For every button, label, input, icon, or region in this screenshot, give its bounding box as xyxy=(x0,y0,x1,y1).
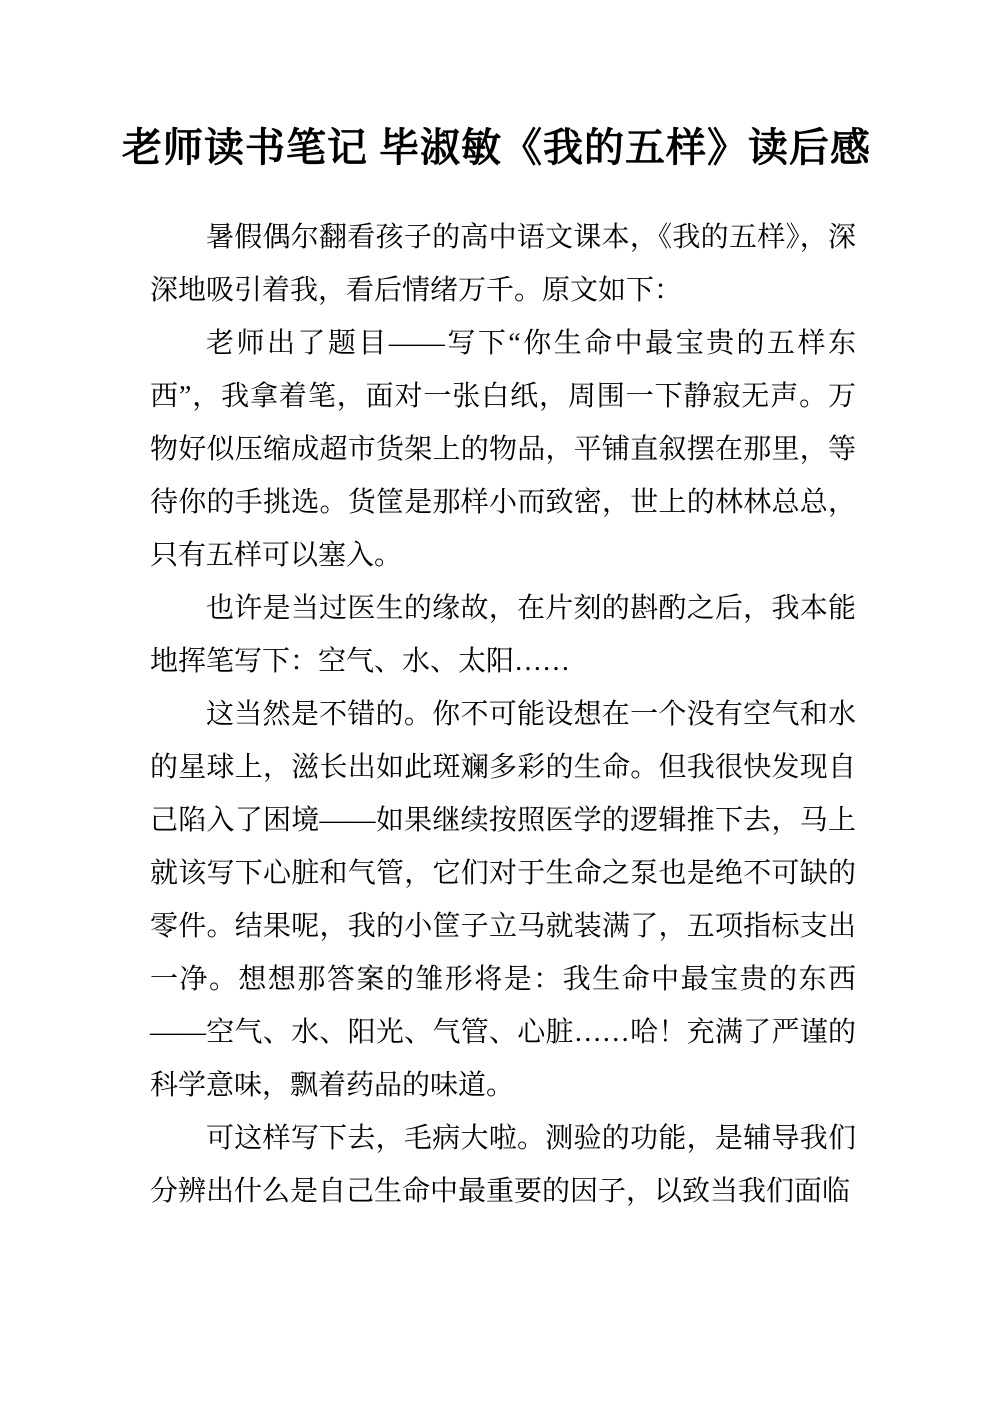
document-body xyxy=(150,211,856,1218)
paragraph: 这当然是不错的。你不可能设想在一个没有空气和水的星球上，滋长出如此斑斓多彩的生命。但我很快发现自己陷入了困境——如果继续按照医学的逻辑推下去，马上就该写下心脏和气管，它们对于生命之泵也是绝不可缺的零件。结果呢，我的小筐子立马就装满了，五项指标支出一净。想想那答案的雏形将是：我生命中最宝贵的东西——空气、水、阳光、气管、心脏……哈！充满了严谨的科学意味，飘着药品的味道。 xyxy=(150,699,856,1101)
paragraph: 老师出了题目——写下“你生命中最宝贵的五样东西”，我拿着笔，面对一张白纸，周围一下静寂无声。万物好似压缩成超市货架上的物品，平铺直叙摆在那里，等待你的手挑选。货筐是那样小而致密，世上的林林总总，只有五样可以塞入。 xyxy=(150,328,856,571)
document-title: 老师读书笔记 毕淑敏《我的五样》读后感 xyxy=(122,125,871,170)
paragraph: 可这样写下去，毛病大啦。测验的功能，是辅导我们分辨出什么是自己生命中最重要的因子，以致当我们面临 xyxy=(150,1123,856,1207)
paragraph: 也许是当过医生的缘故，在片刻的斟酌之后，我本能地挥笔写下：空气、水、太阳…… xyxy=(150,593,856,677)
paragraph: 暑假偶尔翻看孩子的高中语文课本，《我的五样》，深深地吸引着我，看后情绪万千。原文如下： xyxy=(150,222,856,306)
